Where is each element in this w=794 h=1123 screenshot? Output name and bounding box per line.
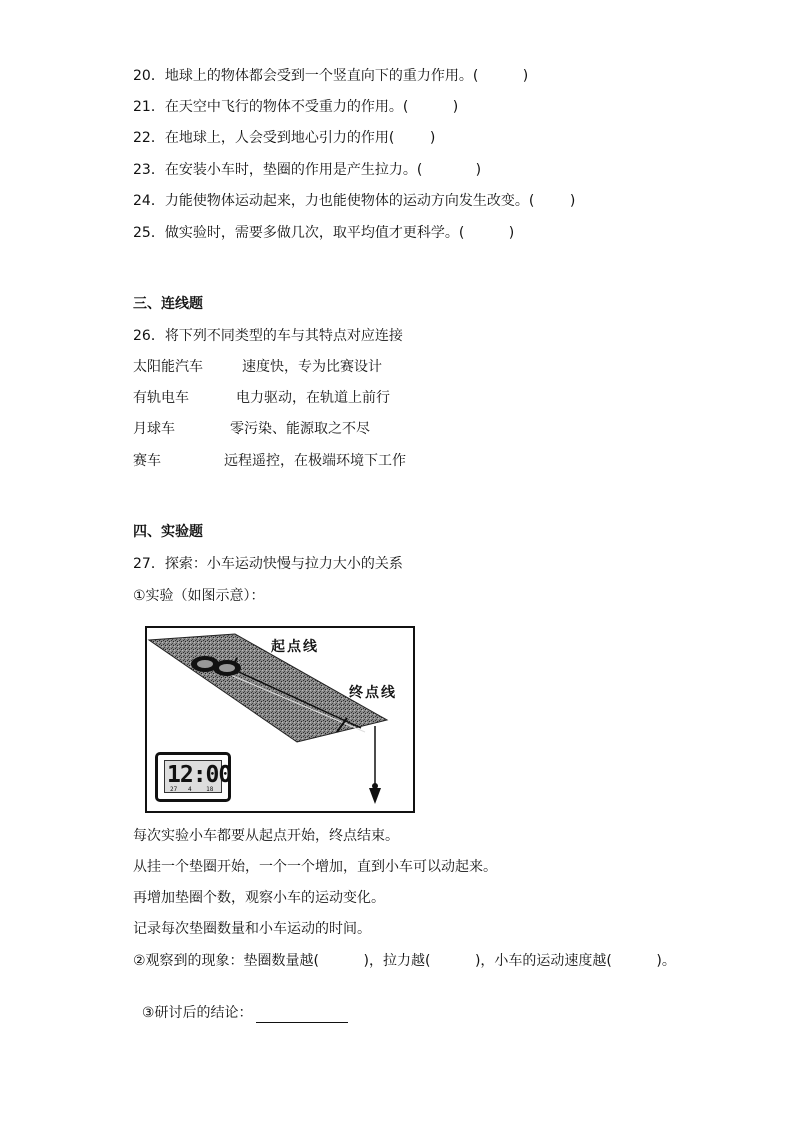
match-right-item: 远程遥控，在极端环境下工作 (224, 453, 406, 469)
experiment-step: 从挂一个垫圈开始，一个一个增加，直到小车可以动起来。 (133, 859, 497, 875)
match-right-item: 电力驱动，在轨道上前行 (236, 390, 390, 406)
finish-line-label: 终点线 (349, 685, 397, 701)
experiment-step-1: ①实验（如图示意）： (133, 588, 265, 604)
question-24: 24．力能使物体运动起来，力也能使物体的运动方向发生改变。( ) (133, 193, 576, 209)
question-21: 21．在天空中飞行的物体不受重力的作用。( ) (133, 99, 459, 115)
match-left-item: 有轨电车 (133, 390, 189, 406)
answer-blank[interactable] (256, 1008, 348, 1023)
match-left-item: 太阳能汽车 (133, 359, 203, 375)
conclusion-question (133, 983, 348, 1023)
question-26: 26．将下列不同类型的车与其特点对应连接 (133, 328, 403, 344)
observation-question: ②观察到的现象：垫圈数量越( )，拉力越( )，小车的运动速度越( )。 (133, 953, 676, 969)
question-25: 25．做实验时，需要多做几次，取平均值才更科学。( ) (133, 225, 515, 241)
start-line-label: 起点线 (271, 639, 319, 655)
experiment-step: 记录每次垫圈数量和小车运动的时间。 (133, 921, 371, 937)
question-22: 22．在地球上，人会受到地心引力的作用( ) (133, 130, 436, 146)
conclusion-label: ③研讨后的结论： (141, 1005, 253, 1021)
stopwatch-sub-readout: 27 4 18 (170, 786, 214, 793)
match-right-item: 零污染、能源取之不尽 (230, 421, 370, 437)
stopwatch (155, 752, 231, 802)
stopwatch-screen (164, 760, 232, 793)
section-heading-experiment: 四、实验题 (133, 524, 203, 540)
section-heading-matching: 三、连线题 (133, 296, 203, 312)
question-27: 27．探索：小车运动快慢与拉力大小的关系 (133, 556, 403, 572)
match-left-item: 赛车 (133, 453, 161, 469)
question-23: 23．在安装小车时，垫圈的作用是产生拉力。( ) (133, 162, 482, 178)
experiment-figure (145, 626, 415, 813)
match-left-item: 月球车 (133, 421, 175, 437)
washer-weights (369, 788, 381, 804)
match-right-item: 速度快，专为比赛设计 (242, 359, 382, 375)
stopwatch-time: 12:00 (167, 762, 232, 788)
experiment-step: 再增加垫圈个数，观察小车的运动变化。 (133, 890, 385, 906)
question-20: 20．地球上的物体都会受到一个竖直向下的重力作用。( ) (133, 68, 529, 84)
experiment-step: 每次实验小车都要从起点开始，终点结束。 (133, 828, 399, 844)
